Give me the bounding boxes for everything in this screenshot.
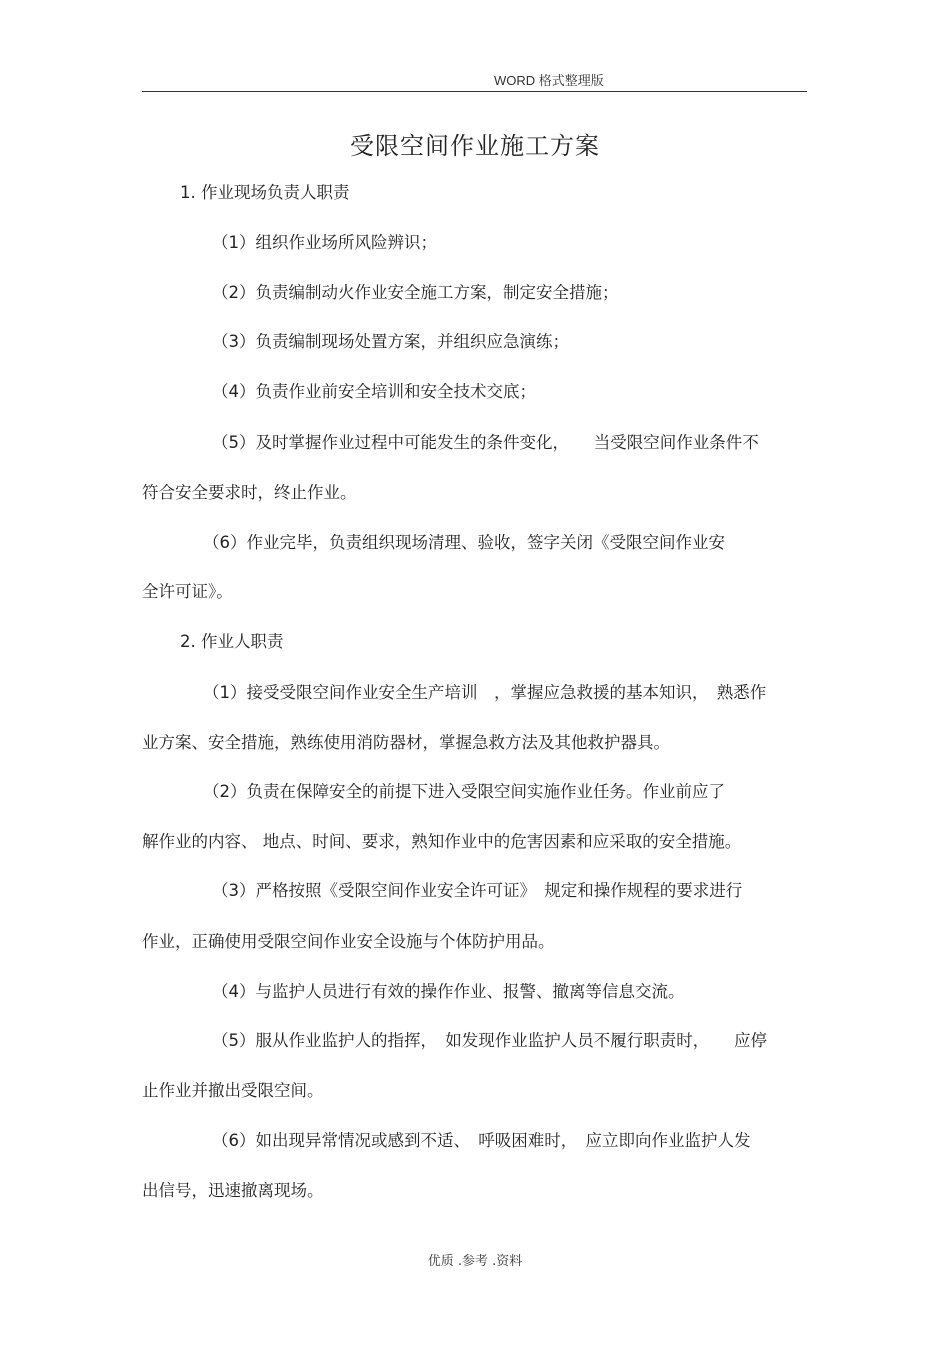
paragraph-line: （5）服从作业监护人的指挥， 如发现作业监护人员不履行职责时， 应停 xyxy=(212,1031,767,1050)
paragraph-line: 全许可证》。 xyxy=(142,582,233,601)
paragraph-line: 出信号，迅速撤离现场。 xyxy=(142,1181,324,1200)
paragraph-line: 符合安全要求时，终止作业。 xyxy=(142,483,357,502)
paragraph-line: 作业，正确使用受限空间作业安全设施与个体防护用品。 xyxy=(142,932,555,951)
paragraph-line: （4）与监护人员进行有效的操作作业、报警、撤离等信息交流。 xyxy=(212,982,685,1001)
header-text: WORD 格式整理版 xyxy=(494,73,604,88)
page-header xyxy=(0,70,950,90)
document-title: 受限空间作业施工方案 xyxy=(350,132,600,160)
paragraph-line: 止作业并撤出受限空间。 xyxy=(142,1081,324,1100)
section-heading-2: 2. 作业人职责 xyxy=(180,632,284,651)
paragraph-line: 解作业的内容、 地点、时间、要求，熟知作业中的危害因素和应采取的安全措施。 xyxy=(142,832,742,851)
paragraph-line: （5）及时掌握作业过程中可能发生的条件变化， 当受限空间作业条件不 xyxy=(212,433,759,452)
paragraph-line: （6）如出现异常情况或感到不适、 呼吸困难时， 应立即向作业监护人发 xyxy=(212,1131,751,1150)
header-rule xyxy=(142,91,807,92)
paragraph-line: 业方案、安全措施，熟练使用消防器材，掌握急救方法及其他救护器具。 xyxy=(142,733,670,752)
paragraph-line: （1）接受受限空间作业安全生产培训 ，掌握应急救援的基本知识， 熟悉作 xyxy=(203,683,767,702)
section-heading-1: 1. 作业现场负责人职责 xyxy=(180,183,350,202)
paragraph-line: （6）作业完毕，负责组织现场清理、验收，签字关闭《受限空间作业安 xyxy=(203,533,725,552)
paragraph-line: （2）负责在保障安全的前提下进入受限空间实施作业任务。作业前应了 xyxy=(203,782,725,801)
page-footer: 优质 .参考 .资料 xyxy=(427,1254,523,1269)
paragraph-line: （3）严格按照《受限空间作业安全许可证》 规定和操作规程的要求进行 xyxy=(212,881,743,900)
paragraph-line: （1）组织作业场所风险辨识； xyxy=(212,233,437,252)
paragraph-line: （2）负责编制动火作业安全施工方案，制定安全措施； xyxy=(212,283,619,302)
paragraph-line: （3）负责编制现场处置方案，并组织应急演练； xyxy=(212,332,569,351)
paragraph-line: （4）负责作业前安全培训和安全技术交底； xyxy=(212,382,536,401)
